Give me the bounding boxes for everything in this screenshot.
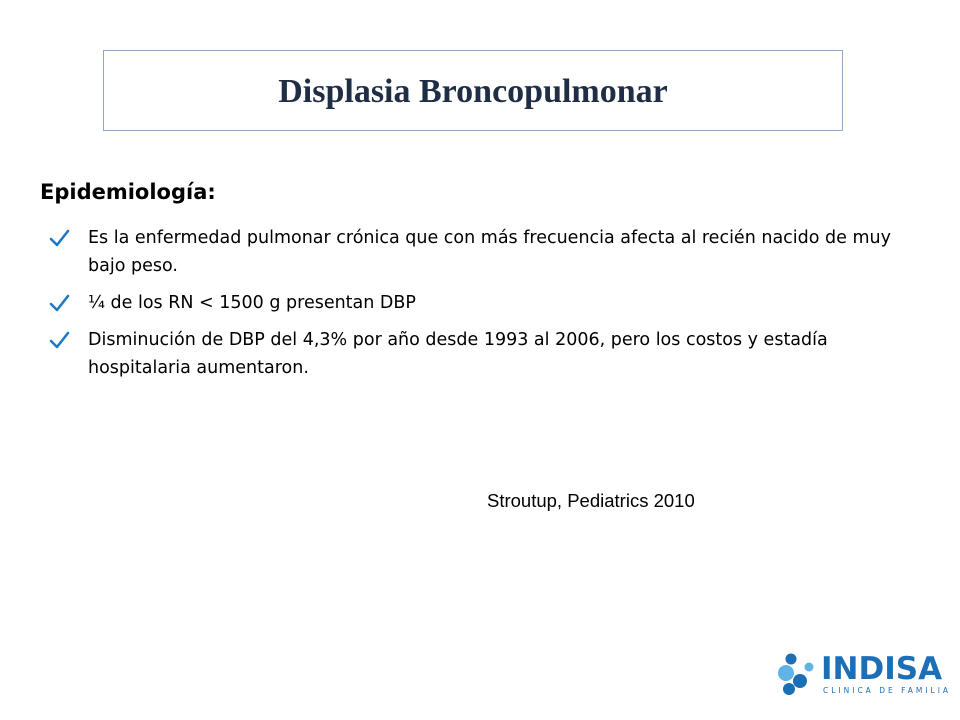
check-icon — [48, 227, 70, 249]
slide-title: Displasia Broncopulmonar — [278, 72, 668, 110]
bullet-item — [46, 224, 896, 280]
bullet-item — [46, 289, 896, 317]
bullet-item — [46, 326, 896, 382]
citation: Stroutup, Pediatrics 2010 — [487, 490, 695, 511]
check-icon — [48, 329, 70, 351]
bullet-text: Es la enfermedad pulmonar crónica que con más frecuencia afecta al recién nacido de muy bajo peso. — [88, 228, 891, 276]
indisa-dots-logo-icon — [777, 651, 823, 699]
logo-wordmark: INDISA — [821, 651, 943, 687]
bullet-list — [46, 224, 896, 391]
title-box — [103, 50, 843, 131]
bullet-text: Disminución de DBP del 4,3% por año desde 1993 al 2006, pero los costos y estadía hospitalaria aumentaron. — [88, 330, 828, 378]
bullet-text: ¼ de los RN < 1500 g presentan DBP — [88, 293, 416, 313]
check-icon — [48, 292, 70, 314]
indisa-logo — [777, 651, 952, 699]
section-heading: Epidemiología: — [40, 180, 216, 204]
logo-tagline: CLINICA DE FAMILIA — [823, 686, 952, 695]
